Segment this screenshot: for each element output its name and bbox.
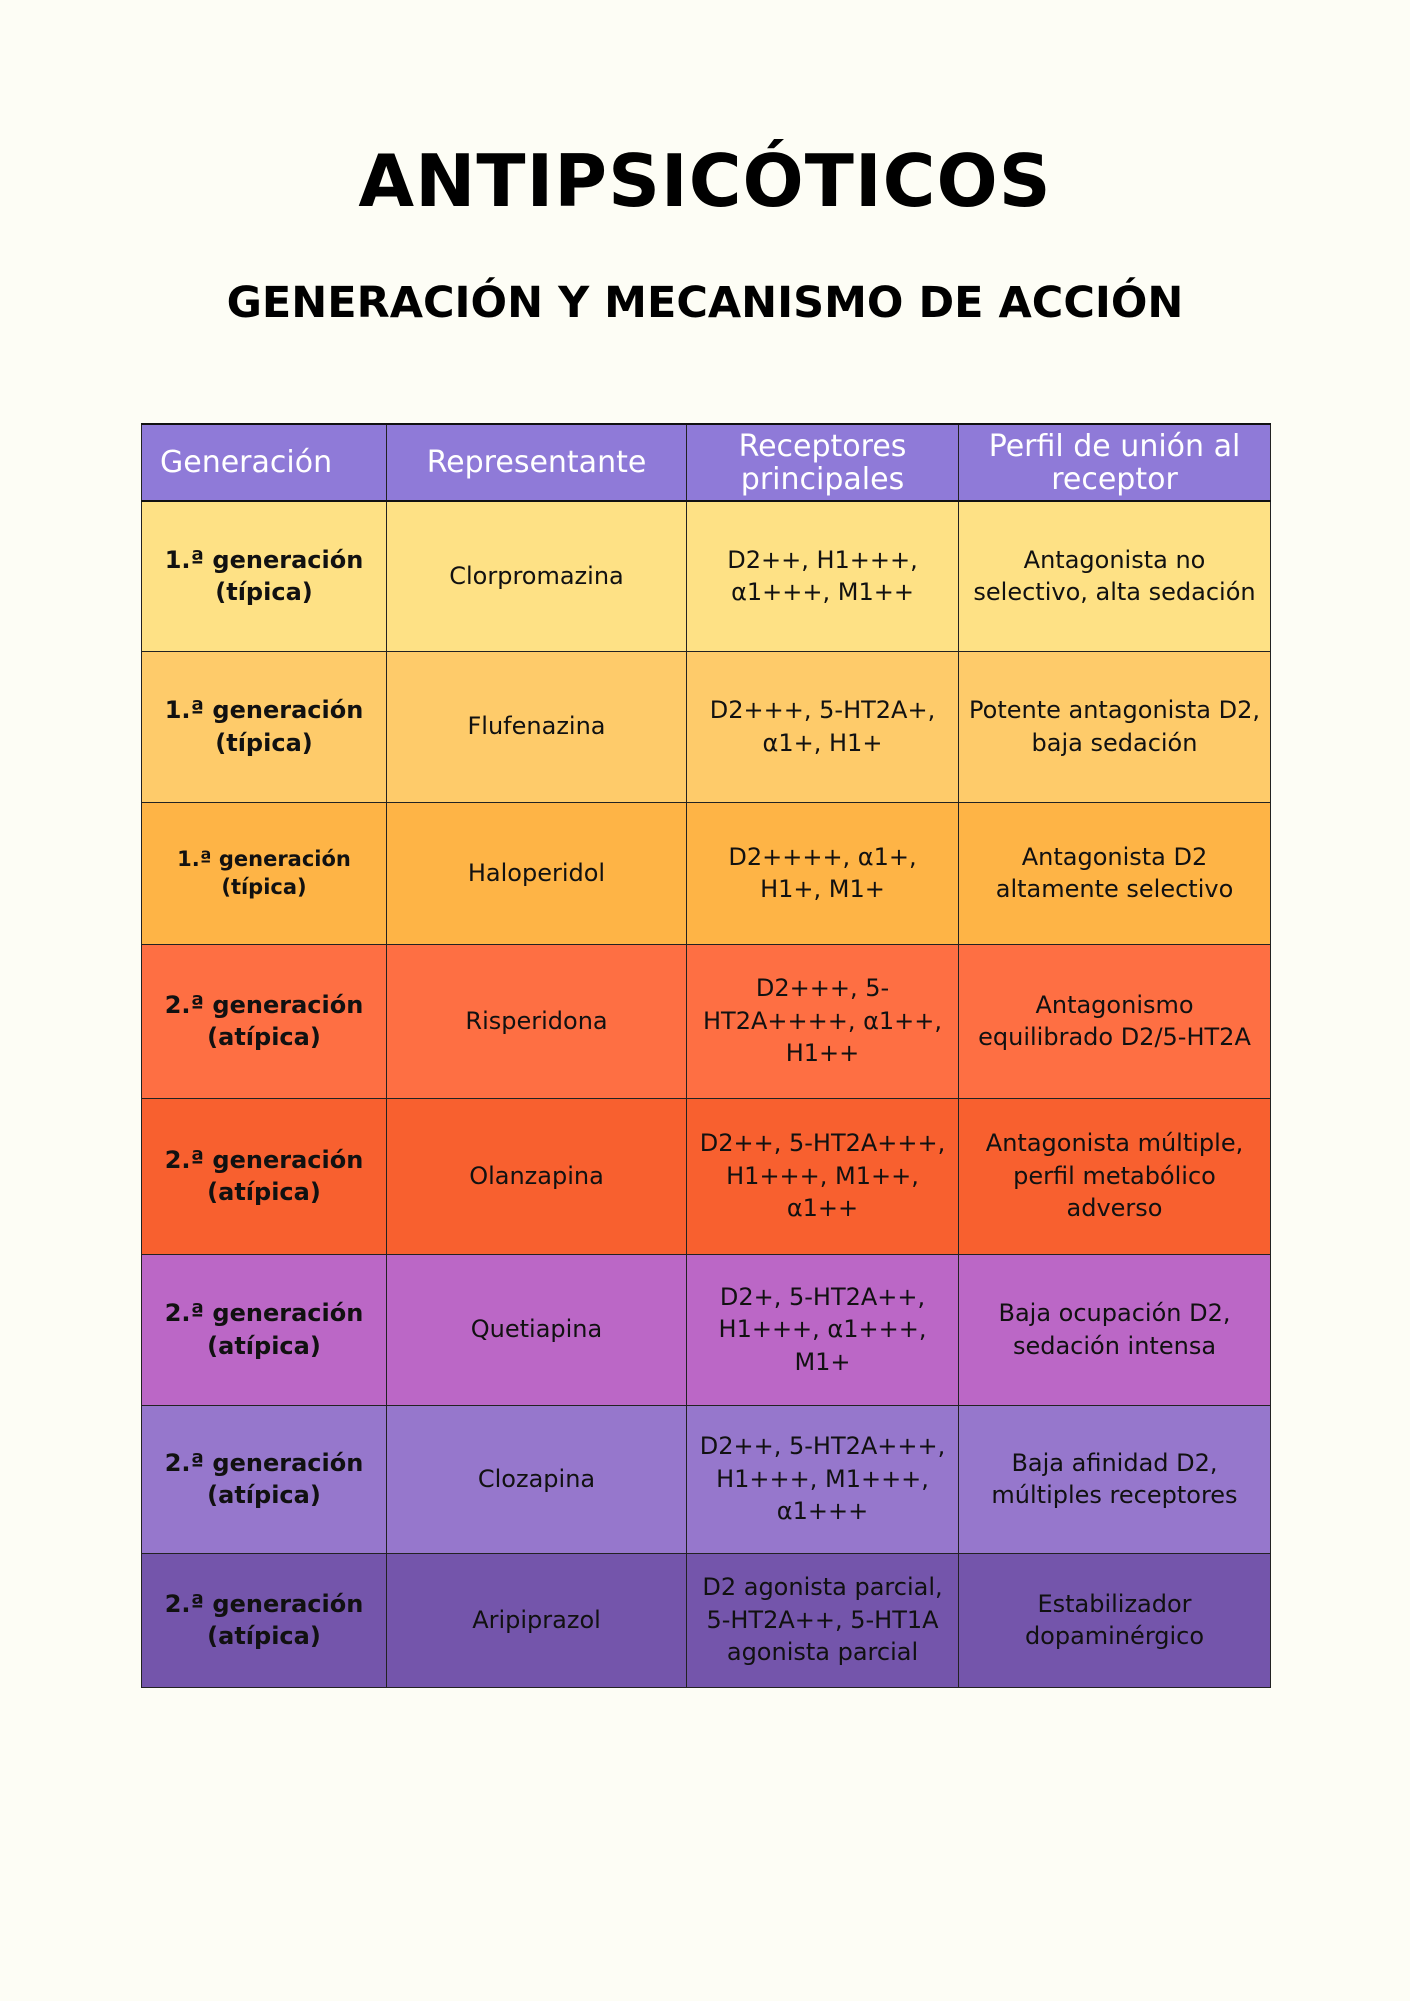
profile-cell: Baja afinidad D2, múltiples receptores: [959, 1405, 1271, 1553]
generation-cell: 2.ª generación (atípica): [142, 944, 387, 1098]
generation-cell: 1.ª generación (típica): [142, 501, 387, 651]
profile-cell: Antagonismo equilibrado D2/5-HT2A: [959, 944, 1271, 1098]
page-subtitle: GENERACIÓN Y MECANISMO DE ACCIÓN: [226, 278, 1184, 328]
table-row: [142, 944, 1271, 1098]
profile-cell: Antagonista no selectivo, alta sedación: [959, 501, 1271, 651]
generation-cell: 2.ª generación (atípica): [142, 1098, 387, 1254]
header-receptors: Receptores principales: [687, 424, 959, 501]
profile-cell: Baja ocupación D2, sedación intensa: [959, 1254, 1271, 1405]
profile-cell: Antagonista D2 altamente selectivo: [959, 802, 1271, 944]
receptors-cell: D2++, 5-HT2A+++, H1+++, M1+++, α1+++: [687, 1405, 959, 1553]
drug-cell: Clozapina: [387, 1405, 687, 1553]
header-representative: Representante: [387, 424, 687, 501]
receptors-cell: D2++, 5-HT2A+++, H1+++, M1++, α1++: [687, 1098, 959, 1254]
receptors-cell: D2++, H1+++, α1+++, M1++: [687, 501, 959, 651]
drug-cell: Clorpromazina: [387, 501, 687, 651]
generation-cell: 2.ª generación (atípica): [142, 1254, 387, 1405]
receptors-cell: D2 agonista parcial, 5-HT2A++, 5-HT1A agonista parcial: [687, 1553, 959, 1687]
table-header-row: [142, 424, 1271, 501]
generation-cell: 1.ª generación (típica): [142, 651, 387, 802]
receptors-cell: D2+, 5-HT2A++, H1+++, α1+++, M1+: [687, 1254, 959, 1405]
table-row: [142, 1553, 1271, 1687]
table-row: [142, 1405, 1271, 1553]
receptors-cell: D2+++, 5-HT2A++++, α1++, H1++: [687, 944, 959, 1098]
page-title: ANTIPSICÓTICOS: [358, 139, 1052, 223]
table-row: [142, 1098, 1271, 1254]
antipsychotics-table: [141, 423, 1271, 1688]
generation-cell: 2.ª generación (atípica): [142, 1553, 387, 1687]
drug-cell: Haloperidol: [387, 802, 687, 944]
table-row: [142, 802, 1271, 944]
drug-cell: Aripiprazol: [387, 1553, 687, 1687]
header-binding-profile: Perfil de unión al receptor: [959, 424, 1271, 501]
receptors-cell: D2++++, α1+, H1+, M1+: [687, 802, 959, 944]
drug-cell: Olanzapina: [387, 1098, 687, 1254]
table-row: [142, 1254, 1271, 1405]
profile-cell: Estabilizador dopaminérgico: [959, 1553, 1271, 1687]
profile-cell: Potente antagonista D2, baja sedación: [959, 651, 1271, 802]
drug-cell: Quetiapina: [387, 1254, 687, 1405]
table-row: [142, 501, 1271, 651]
profile-cell: Antagonista múltiple, perfil metabólico adverso: [959, 1098, 1271, 1254]
generation-cell: 1.ª generación (típica): [142, 802, 387, 944]
drug-cell: Risperidona: [387, 944, 687, 1098]
header-generation: Generación: [142, 424, 387, 501]
drug-cell: Flufenazina: [387, 651, 687, 802]
generation-cell: 2.ª generación (atípica): [142, 1405, 387, 1553]
receptors-cell: D2+++, 5-HT2A+, α1+, H1+: [687, 651, 959, 802]
table-row: [142, 651, 1271, 802]
